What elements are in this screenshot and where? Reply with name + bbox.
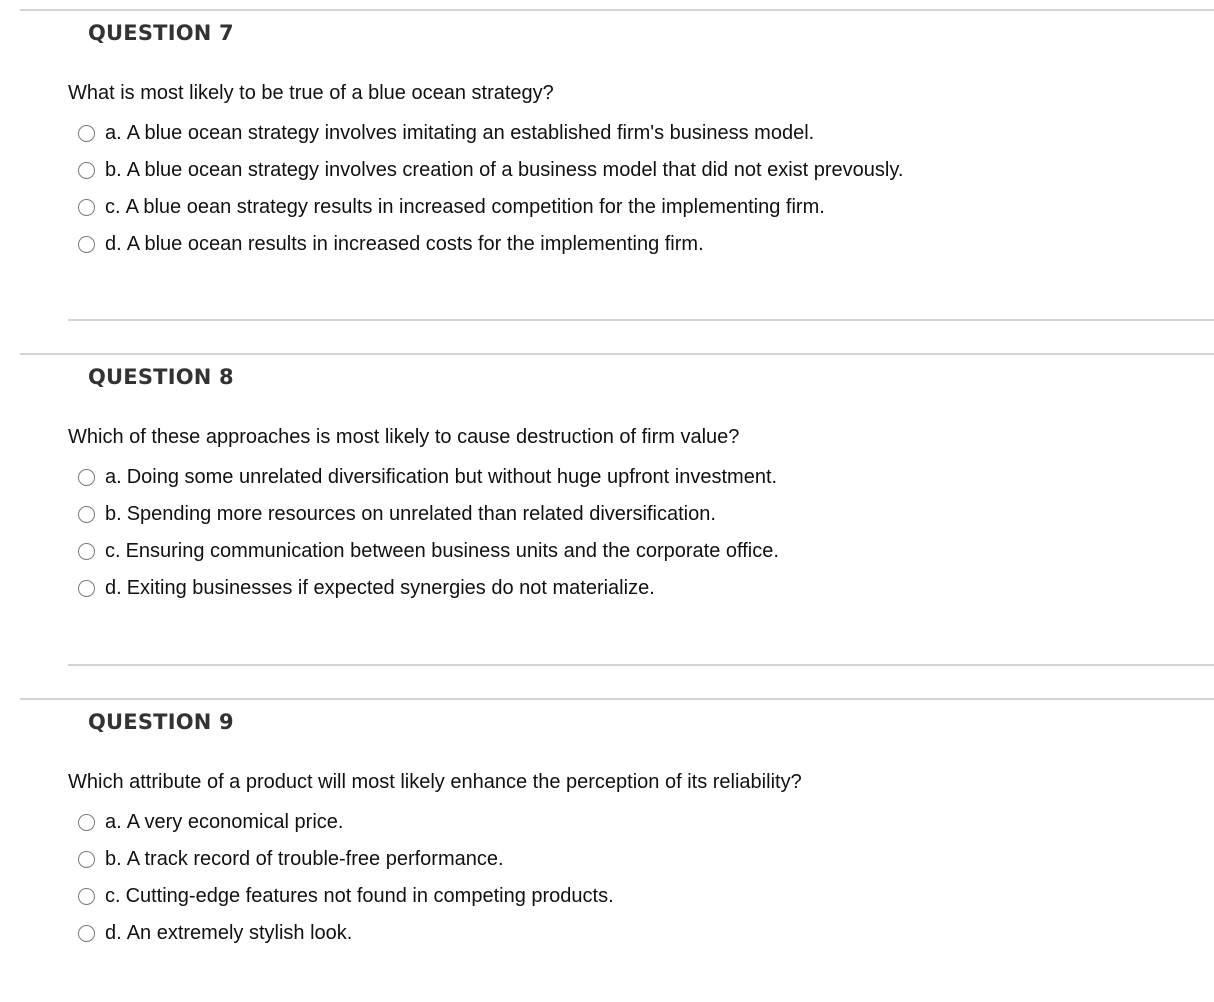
question-9	[0, 698, 1214, 998]
question-text: Which of these approaches is most likely to cause destruction of firm value?	[68, 426, 740, 448]
option-text: Ensuring communication between business units and the corporate office.	[125, 540, 779, 562]
answer-option-b[interactable]	[78, 841, 614, 878]
option-letter: b.	[105, 159, 122, 181]
answer-option-a[interactable]	[78, 459, 779, 496]
radio-button[interactable]	[78, 580, 95, 597]
question-divider	[20, 698, 1214, 700]
answer-option-a[interactable]	[78, 804, 614, 841]
option-letter: d.	[105, 233, 122, 255]
radio-button[interactable]	[78, 125, 95, 142]
answer-option-d[interactable]	[78, 570, 779, 607]
option-letter: a.	[105, 466, 122, 488]
radio-button[interactable]	[78, 162, 95, 179]
radio-button[interactable]	[78, 506, 95, 523]
option-text: A blue ocean strategy involves creation of a business model that did not exist prevously.	[126, 159, 904, 181]
answer-option-a[interactable]	[78, 115, 903, 152]
question-bottom-divider	[68, 319, 1214, 321]
answer-options	[78, 115, 903, 263]
radio-button[interactable]	[78, 543, 95, 560]
option-text: A track record of trouble-free performance.	[126, 848, 504, 870]
option-letter: a.	[105, 122, 122, 144]
option-text: A very economical price.	[126, 811, 344, 833]
answer-options	[78, 804, 614, 952]
option-text: Cutting-edge features not found in competing products.	[125, 885, 614, 907]
option-text: An extremely stylish look.	[126, 922, 353, 944]
radio-button[interactable]	[78, 199, 95, 216]
answer-option-c[interactable]	[78, 189, 903, 226]
option-text: Exiting businesses if expected synergies do not materialize.	[126, 577, 655, 599]
radio-button[interactable]	[78, 236, 95, 253]
option-letter: c.	[105, 540, 121, 562]
option-letter: d.	[105, 577, 122, 599]
radio-button[interactable]	[78, 851, 95, 868]
question-text: Which attribute of a product will most likely enhance the perception of its reliability?	[68, 771, 802, 793]
option-text: A blue ocean strategy involves imitating an established firm's business model.	[126, 122, 815, 144]
question-title: QUESTION 8	[88, 365, 234, 389]
option-letter: a.	[105, 811, 122, 833]
option-letter: c.	[105, 196, 121, 218]
question-divider	[20, 9, 1214, 11]
radio-button[interactable]	[78, 925, 95, 942]
option-text: A blue ocean results in increased costs for the implementing firm.	[126, 233, 704, 255]
question-title: QUESTION 7	[88, 21, 234, 45]
answer-option-b[interactable]	[78, 152, 903, 189]
option-letter: d.	[105, 922, 122, 944]
option-text: A blue oean strategy results in increased competition for the implementing firm.	[125, 196, 825, 218]
answer-option-d[interactable]	[78, 915, 614, 952]
question-title: QUESTION 9	[88, 710, 234, 734]
question-text: What is most likely to be true of a blue ocean strategy?	[68, 82, 554, 104]
question-7	[0, 9, 1214, 321]
radio-button[interactable]	[78, 888, 95, 905]
question-8	[0, 353, 1214, 665]
option-text: Spending more resources on unrelated than related diversification.	[126, 503, 716, 525]
option-letter: c.	[105, 885, 121, 907]
answer-option-c[interactable]	[78, 533, 779, 570]
answer-option-d[interactable]	[78, 226, 903, 263]
option-letter: b.	[105, 848, 122, 870]
option-letter: b.	[105, 503, 122, 525]
option-text: Doing some unrelated diversification but without huge upfront investment.	[126, 466, 778, 488]
radio-button[interactable]	[78, 469, 95, 486]
answer-option-b[interactable]	[78, 496, 779, 533]
answer-options	[78, 459, 779, 607]
radio-button[interactable]	[78, 814, 95, 831]
question-divider	[20, 353, 1214, 355]
question-bottom-divider	[68, 664, 1214, 666]
answer-option-c[interactable]	[78, 878, 614, 915]
